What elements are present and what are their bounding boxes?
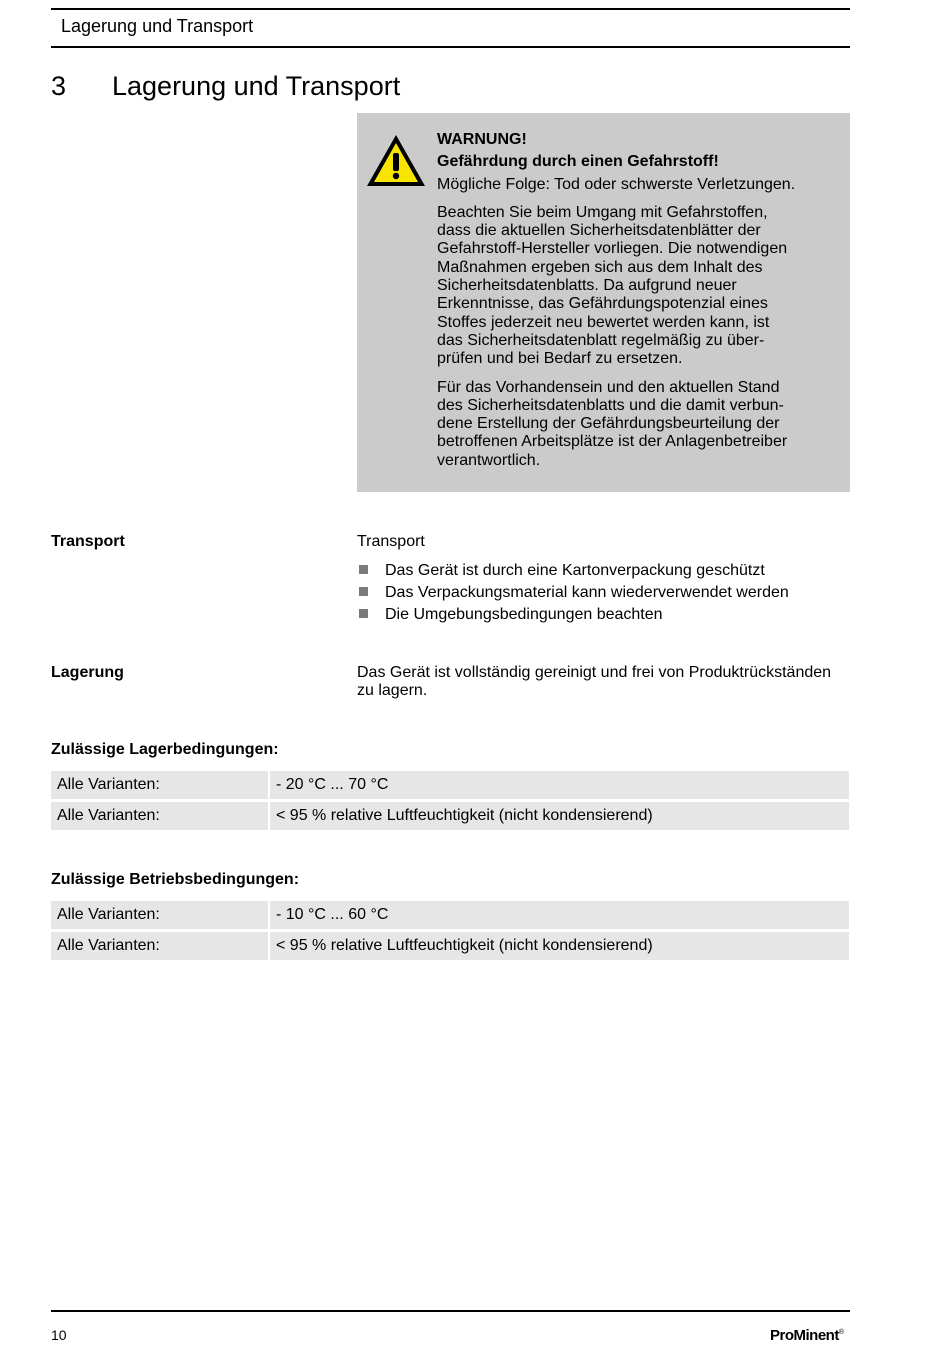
bullet-square-icon [359, 609, 368, 618]
table-cell-value: < 95 % relative Luftfeuchtigkeit (nicht kondensierend) [270, 932, 849, 960]
storage-line: zu lagern. [357, 682, 428, 700]
list-item-text: Die Umgebungsbedingungen beachten [385, 606, 663, 623]
warning-line: Stoffes jederzeit neu bewertet werden kann, ist [437, 313, 770, 331]
warning-line: dene Erstellung der Gefährdungsbeurteilung der [437, 415, 780, 433]
page-number: 10 [51, 1327, 67, 1343]
storage-line: Das Gerät ist vollständig gereinigt und frei von Produktrückständen [357, 664, 832, 681]
storage-label: Lagerung [51, 664, 124, 681]
table-cell-value: < 95 % relative Luftfeuchtigkeit (nicht kondensierend) [270, 802, 849, 830]
chapter-number: 3 [51, 71, 67, 101]
warning-signal-word: WARNUNG! [437, 131, 527, 148]
table-cell-key: Alle Varianten: [51, 802, 268, 830]
registered-mark: ® [838, 1329, 844, 1336]
header-top-rule [51, 8, 850, 10]
chapter-title: Lagerung und Transport [112, 71, 401, 101]
brand-logo [770, 1327, 844, 1344]
transport-intro: Transport [357, 533, 425, 550]
storage-conditions-title: Zulässige Lagerbedingungen: [51, 741, 279, 758]
running-title: Lagerung und Transport [61, 16, 254, 36]
table-cell-key: Alle Varianten: [51, 901, 268, 929]
table-row [51, 771, 850, 799]
header-bottom-rule [51, 46, 850, 48]
warning-line: das Sicherheitsdatenblatt regelmäßig zu über- [437, 331, 765, 349]
bullet-square-icon [359, 587, 368, 596]
table-row [51, 901, 850, 929]
warning-text [437, 131, 837, 470]
list-item [357, 606, 789, 628]
brand-name: ProMinent [770, 1327, 839, 1344]
warning-line: prüfen und bei Bedarf zu ersetzen. [437, 350, 683, 368]
warning-line: verantwortlich. [437, 451, 541, 469]
table-cell-key: Alle Varianten: [51, 771, 268, 799]
table-row [51, 802, 850, 830]
table-row [51, 932, 850, 960]
list-item [357, 584, 789, 606]
list-item-text: Das Verpackungsmaterial kann wiederverwendet werden [385, 584, 789, 601]
warning-line: Für das Vorhandensein und den aktuellen Stand [437, 378, 780, 396]
list-item-text: Das Gerät ist durch eine Kartonverpackung geschützt [385, 562, 765, 579]
storage-text [357, 664, 831, 701]
warning-line: dass die aktuellen Sicherheitsdatenblätter der [437, 222, 761, 240]
transport-label: Transport [51, 533, 125, 550]
table-cell-value: - 10 °C ... 60 °C [270, 901, 849, 929]
list-item [357, 562, 789, 584]
operating-conditions-title: Zulässige Betriebsbedingungen: [51, 871, 300, 888]
warning-consequence: Mögliche Folge: Tod oder schwerste Verletzungen. [437, 175, 796, 193]
warning-hazard: Gefährdung durch einen Gefahrstoff! [437, 153, 719, 171]
warning-paragraph-2 [437, 379, 837, 470]
warning-line: Maßnahmen ergeben sich aus dem Inhalt des [437, 258, 763, 276]
warning-paragraph-1 [437, 204, 837, 369]
transport-list [357, 562, 789, 628]
warning-line: Sicherheitsdatenblatts. Da aufgrund neuer [437, 277, 737, 295]
warning-triangle-icon [365, 133, 427, 189]
warning-line: Gefahrstoff-Hersteller vorliegen. Die notwendigen [437, 240, 788, 258]
table-cell-value: - 20 °C ... 70 °C [270, 771, 849, 799]
bullet-square-icon [359, 565, 368, 574]
warning-line: des Sicherheitsdatenblatts und die damit verbun- [437, 396, 784, 414]
table-cell-key: Alle Varianten: [51, 932, 268, 960]
warning-line: Beachten Sie beim Umgang mit Gefahrstoffen, [437, 203, 768, 221]
warning-box [357, 113, 850, 492]
warning-line: betroffenen Arbeitsplätze ist der Anlagenbetreiber [437, 433, 788, 451]
warning-line: Erkenntnisse, das Gefährdungspotenzial eines [437, 295, 768, 313]
footer-rule [51, 1310, 850, 1312]
